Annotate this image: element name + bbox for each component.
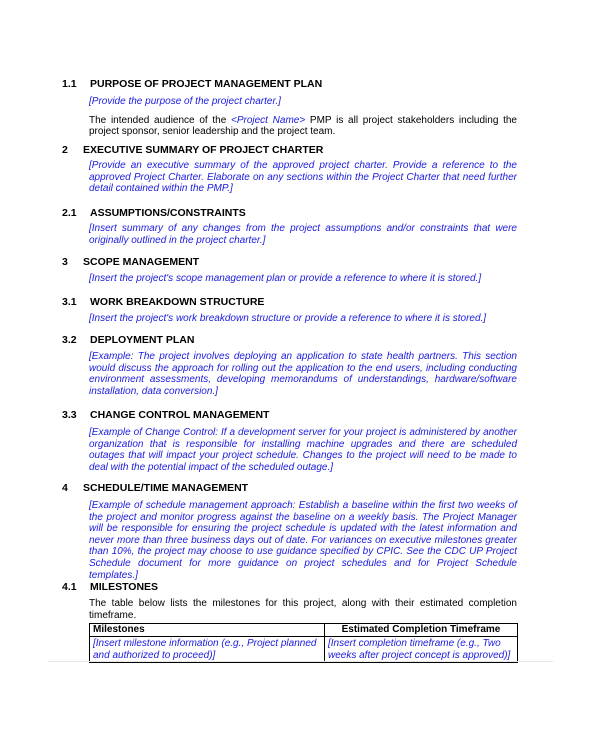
timeframe-column-header: Estimated Completion Timeframe [325,624,518,637]
audience-paragraph [89,115,517,138]
audience-text-start: The intended audience of the [89,114,231,126]
section-heading [0,408,600,422]
section-title: PURPOSE OF PROJECT MANAGEMENT PLAN [90,78,323,90]
section-title: EXECUTIVE SUMMARY OF PROJECT CHARTER [83,144,324,156]
section-4 [0,481,600,581]
section-2 [0,143,600,195]
section-number: 3.3 [62,409,77,421]
section-title: ASSUMPTIONS/CONSTRAINTS [90,207,246,219]
section-number: 4.1 [62,581,77,593]
section-number: 3.1 [62,296,77,308]
section-title: MILESTONES [90,581,159,593]
section-heading [0,333,600,347]
timeframe-cell: [Insert completion timeframe (e.g., Two weeks after project concept is approved)] [325,637,518,663]
section-title: SCOPE MANAGEMENT [83,256,200,268]
milestone-cell: [Insert milestone information (e.g., Project planned and authorized to proceed)] [90,637,325,663]
section-title: WORK BREAKDOWN STRUCTURE [90,296,265,308]
section-heading [0,143,600,157]
section-number: 3.2 [62,334,77,346]
milestones-intro: The table below lists the milestones for this project, along with their estimated completion timeframe. [89,598,517,621]
section-heading [0,481,600,495]
section-number: 2 [62,144,68,156]
section-heading [0,295,600,309]
section-number: 3 [62,256,68,268]
section-instruction: [Provide an executive summary of the approved project charter. Provide a reference to the approved Project Charter. Elaborate on any sections within the Project Charter that need further detail contained within the PMP.] [89,160,517,195]
milestones-table [89,623,518,663]
table-row [90,637,518,663]
section-title: DEPLOYMENT PLAN [90,334,195,346]
audience-text-end: PMP is all project stakeholders including the project sponsor, senior leadership and the project team. [89,114,517,138]
project-name-placeholder: <Project Name> [231,114,306,126]
section-3-1 [0,295,600,325]
section-3-3 [0,408,600,473]
section-2-1 [0,206,600,246]
section-instruction: [Example of schedule management approach: Establish a baseline within the first two weeks of the project and monitor progress against the baseline on a weekly basis. The Project Manager will be responsible for ensuring the project schedule is updated with the latest information and never more than three business days out of date. For variances on executive milestones greater than 10%, the project may choose to use guidance specified by CPIC. See the CDC UP Project Schedule document for more guidance on project schedules and for Project Schedule templates.] [89,500,517,581]
section-title: SCHEDULE/TIME MANAGEMENT [83,482,249,494]
section-number: 4 [62,482,68,494]
section-heading [0,77,600,91]
section-instruction: [Example of Change Control: If a development server for your project is administered by another organization that is responsible for installing machine upgrades and there are scheduled outages that will impact your project schedule. Changes to the project will need to be made to deal with the potential impact of the scheduled outage.] [89,427,517,473]
section-number: 2.1 [62,207,77,219]
section-heading [0,580,600,594]
section-4-1 [0,580,600,621]
section-instruction: [Insert the project's scope management plan or provide a reference to where it is stored.] [89,273,482,284]
section-heading [0,255,600,269]
section-instruction: [Insert the project's work breakdown structure or provide a reference to where it is stored.] [89,313,487,324]
section-3-2 [0,333,600,397]
section-instruction: [Example: The project involves deploying an application to state health partners. This section would discuss the approach for rolling out the application to the end users, including conducting environment assessments, developing memorandums of understandings, hardware/software installation, data conversion.] [89,351,517,397]
section-heading [0,206,600,220]
section-3 [0,255,600,285]
section-1-1 [0,77,600,138]
table-header-row [90,624,518,637]
milestones-column-header: Milestones [90,624,325,637]
section-instruction: [Insert summary of any changes from the project assumptions and/or constraints that were originally outlined in the project charter.] [89,223,517,246]
section-number: 1.1 [62,78,77,90]
page-divider [48,661,553,662]
section-instruction: [Provide the purpose of the project charter.] [89,96,281,107]
section-title: CHANGE CONTROL MANAGEMENT [90,409,270,421]
